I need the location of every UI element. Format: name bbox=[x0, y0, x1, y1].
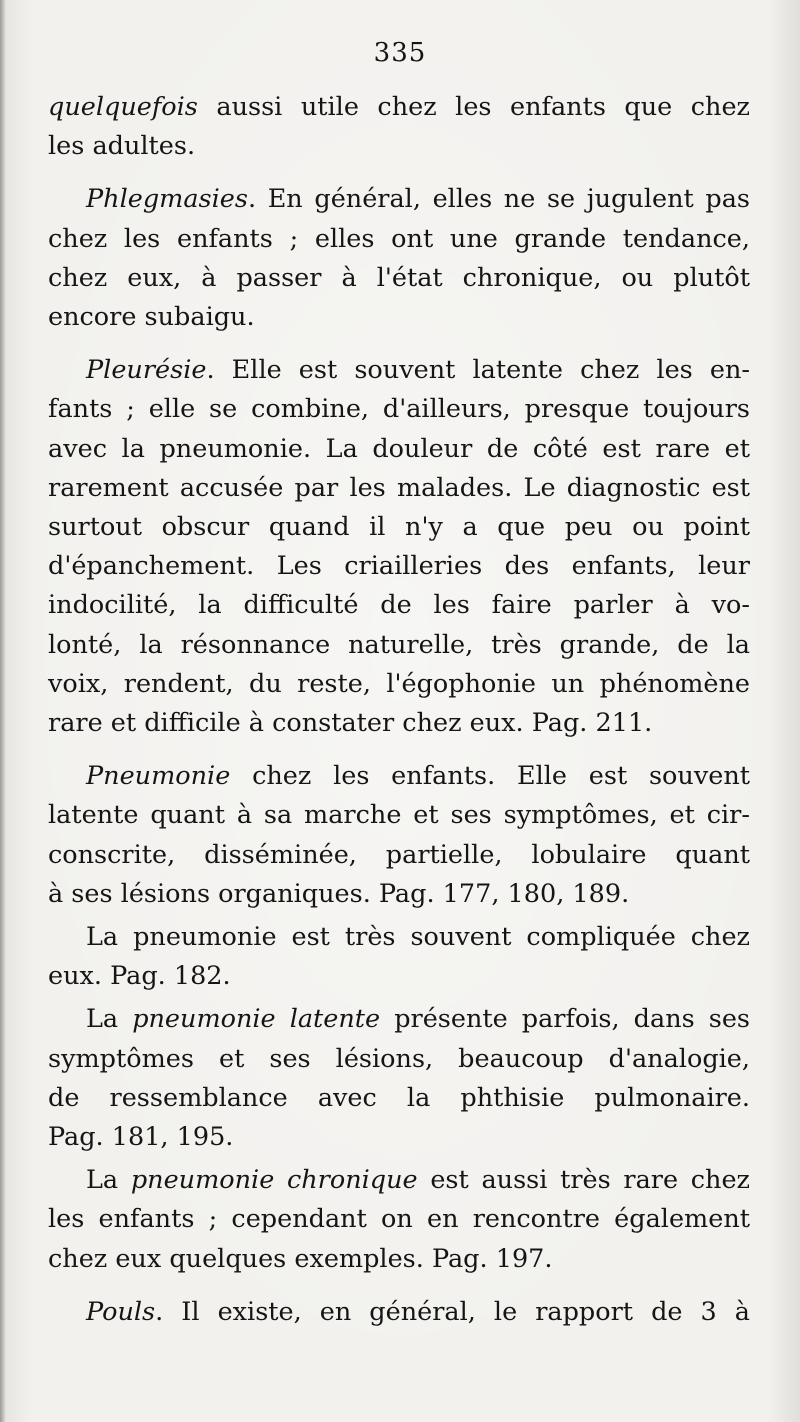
text-run: encore subaigu. bbox=[48, 302, 255, 333]
text-line bbox=[48, 1000, 750, 1039]
text-line bbox=[48, 508, 750, 547]
text-run: chez eux quelques exemples. Pag. 197. bbox=[48, 1243, 553, 1274]
text-run: d'épanchement. Les criailleries des enfants, leur bbox=[48, 551, 750, 582]
text-line bbox=[48, 259, 750, 298]
italic-term: Pneumonie bbox=[86, 761, 231, 792]
text-line bbox=[48, 796, 750, 835]
italic-term: Phlegmasies bbox=[86, 184, 248, 215]
text-run: Pag. 181, 195. bbox=[48, 1122, 234, 1153]
italic-term: pneumonie chronique bbox=[130, 1165, 418, 1196]
text-run: les adultes. bbox=[48, 131, 196, 162]
text-run: eux. Pag. 182. bbox=[48, 961, 231, 992]
text-run: La bbox=[86, 1165, 131, 1196]
text-line bbox=[48, 298, 750, 337]
text-line bbox=[48, 180, 750, 219]
text-run: . Elle est souvent latente chez les en- bbox=[206, 355, 750, 386]
text-line bbox=[48, 127, 750, 166]
paragraph-phlegmasies bbox=[48, 180, 750, 337]
text-run: aussi utile chez les enfants que chez bbox=[197, 92, 750, 122]
text-run: surtout obscur quand il n'y a que peu ou point bbox=[48, 512, 750, 543]
text-line bbox=[48, 757, 750, 796]
text-run: fants ; elle se combine, d'ailleurs, presque toujours bbox=[48, 394, 750, 425]
text-line bbox=[48, 351, 750, 390]
text-line bbox=[48, 1200, 750, 1239]
text-run: présente parfois, dans ses bbox=[380, 1004, 751, 1035]
page-number: 335 bbox=[373, 38, 427, 68]
page-edge-shadow bbox=[0, 0, 6, 1422]
text-line bbox=[48, 88, 750, 127]
text-run: à ses lésions organiques. Pag. 177, 180, 189. bbox=[48, 878, 630, 909]
text-run: lonté, la résonnance naturelle, très grande, de la bbox=[48, 629, 750, 660]
paragraph-pneumonie-compliquee bbox=[48, 918, 750, 996]
text-line bbox=[48, 918, 750, 957]
text-run: avec la pneumonie. La douleur de côté est rare et bbox=[48, 433, 750, 464]
paragraph-pneumonie-latente bbox=[48, 1000, 750, 1157]
text-line bbox=[48, 626, 750, 665]
text-line bbox=[48, 220, 750, 259]
text-line bbox=[48, 1118, 750, 1157]
text-line bbox=[48, 1079, 750, 1118]
italic-term: pneumonie latente bbox=[132, 1004, 381, 1035]
paragraph-pouls bbox=[48, 1293, 750, 1332]
text-line bbox=[48, 1161, 750, 1200]
italic-term: quelquefois bbox=[48, 92, 198, 122]
text-run: . En général, elles ne se jugulent pas bbox=[247, 184, 750, 215]
paragraph-pneumonie bbox=[48, 757, 750, 914]
text-run: chez eux, à passer à l'état chronique, ou plutôt bbox=[48, 262, 750, 293]
text-line bbox=[48, 875, 750, 914]
text-line bbox=[48, 1240, 750, 1279]
text-line bbox=[48, 1040, 750, 1079]
text-line bbox=[48, 390, 750, 429]
paragraph-pneumonie-chronique bbox=[48, 1161, 750, 1279]
text-run: chez les enfants ; elles ont une grande tendance, bbox=[48, 223, 750, 254]
text-line bbox=[48, 957, 750, 996]
italic-term: Pleurésie bbox=[86, 355, 207, 386]
text-run: est aussi très rare chez bbox=[417, 1165, 750, 1196]
text-line bbox=[48, 430, 750, 469]
text-run: symptômes et ses lésions, beaucoup d'analogie, bbox=[48, 1043, 750, 1074]
text-run: chez les enfants. Elle est souvent bbox=[230, 761, 750, 792]
body-text bbox=[48, 88, 750, 1332]
paragraph-pleuresie bbox=[48, 351, 750, 743]
text-line bbox=[48, 1293, 750, 1332]
text-line bbox=[48, 586, 750, 625]
text-run: rarement accusée par les malades. Le diagnostic est bbox=[48, 472, 750, 503]
text-run: conscrite, disséminée, partielle, lobulaire quant bbox=[48, 839, 750, 870]
text-run: La pneumonie est très souvent compliquée chez bbox=[86, 922, 750, 953]
text-run: . Il existe, en général, le rapport de 3 à bbox=[155, 1296, 750, 1327]
text-line bbox=[48, 836, 750, 875]
text-run: indocilité, la difficulté de les faire parler à vo- bbox=[48, 590, 750, 621]
text-line bbox=[48, 665, 750, 704]
text-line bbox=[48, 547, 750, 586]
text-run: les enfants ; cependant on en rencontre également bbox=[48, 1204, 750, 1235]
text-run: latente quant à sa marche et ses symptômes, et cir- bbox=[48, 800, 750, 831]
text-line bbox=[48, 469, 750, 508]
text-run: La bbox=[86, 1004, 133, 1035]
text-run: voix, rendent, du reste, l'égophonie un phénomène bbox=[48, 668, 750, 699]
text-run: rare et difficile à constater chez eux. Pag. 211. bbox=[48, 708, 653, 739]
text-line bbox=[48, 704, 750, 743]
paragraph-continuation bbox=[48, 88, 750, 166]
text-run: de ressemblance avec la phthisie pulmonaire. bbox=[48, 1082, 750, 1113]
italic-term: Pouls bbox=[86, 1296, 156, 1327]
